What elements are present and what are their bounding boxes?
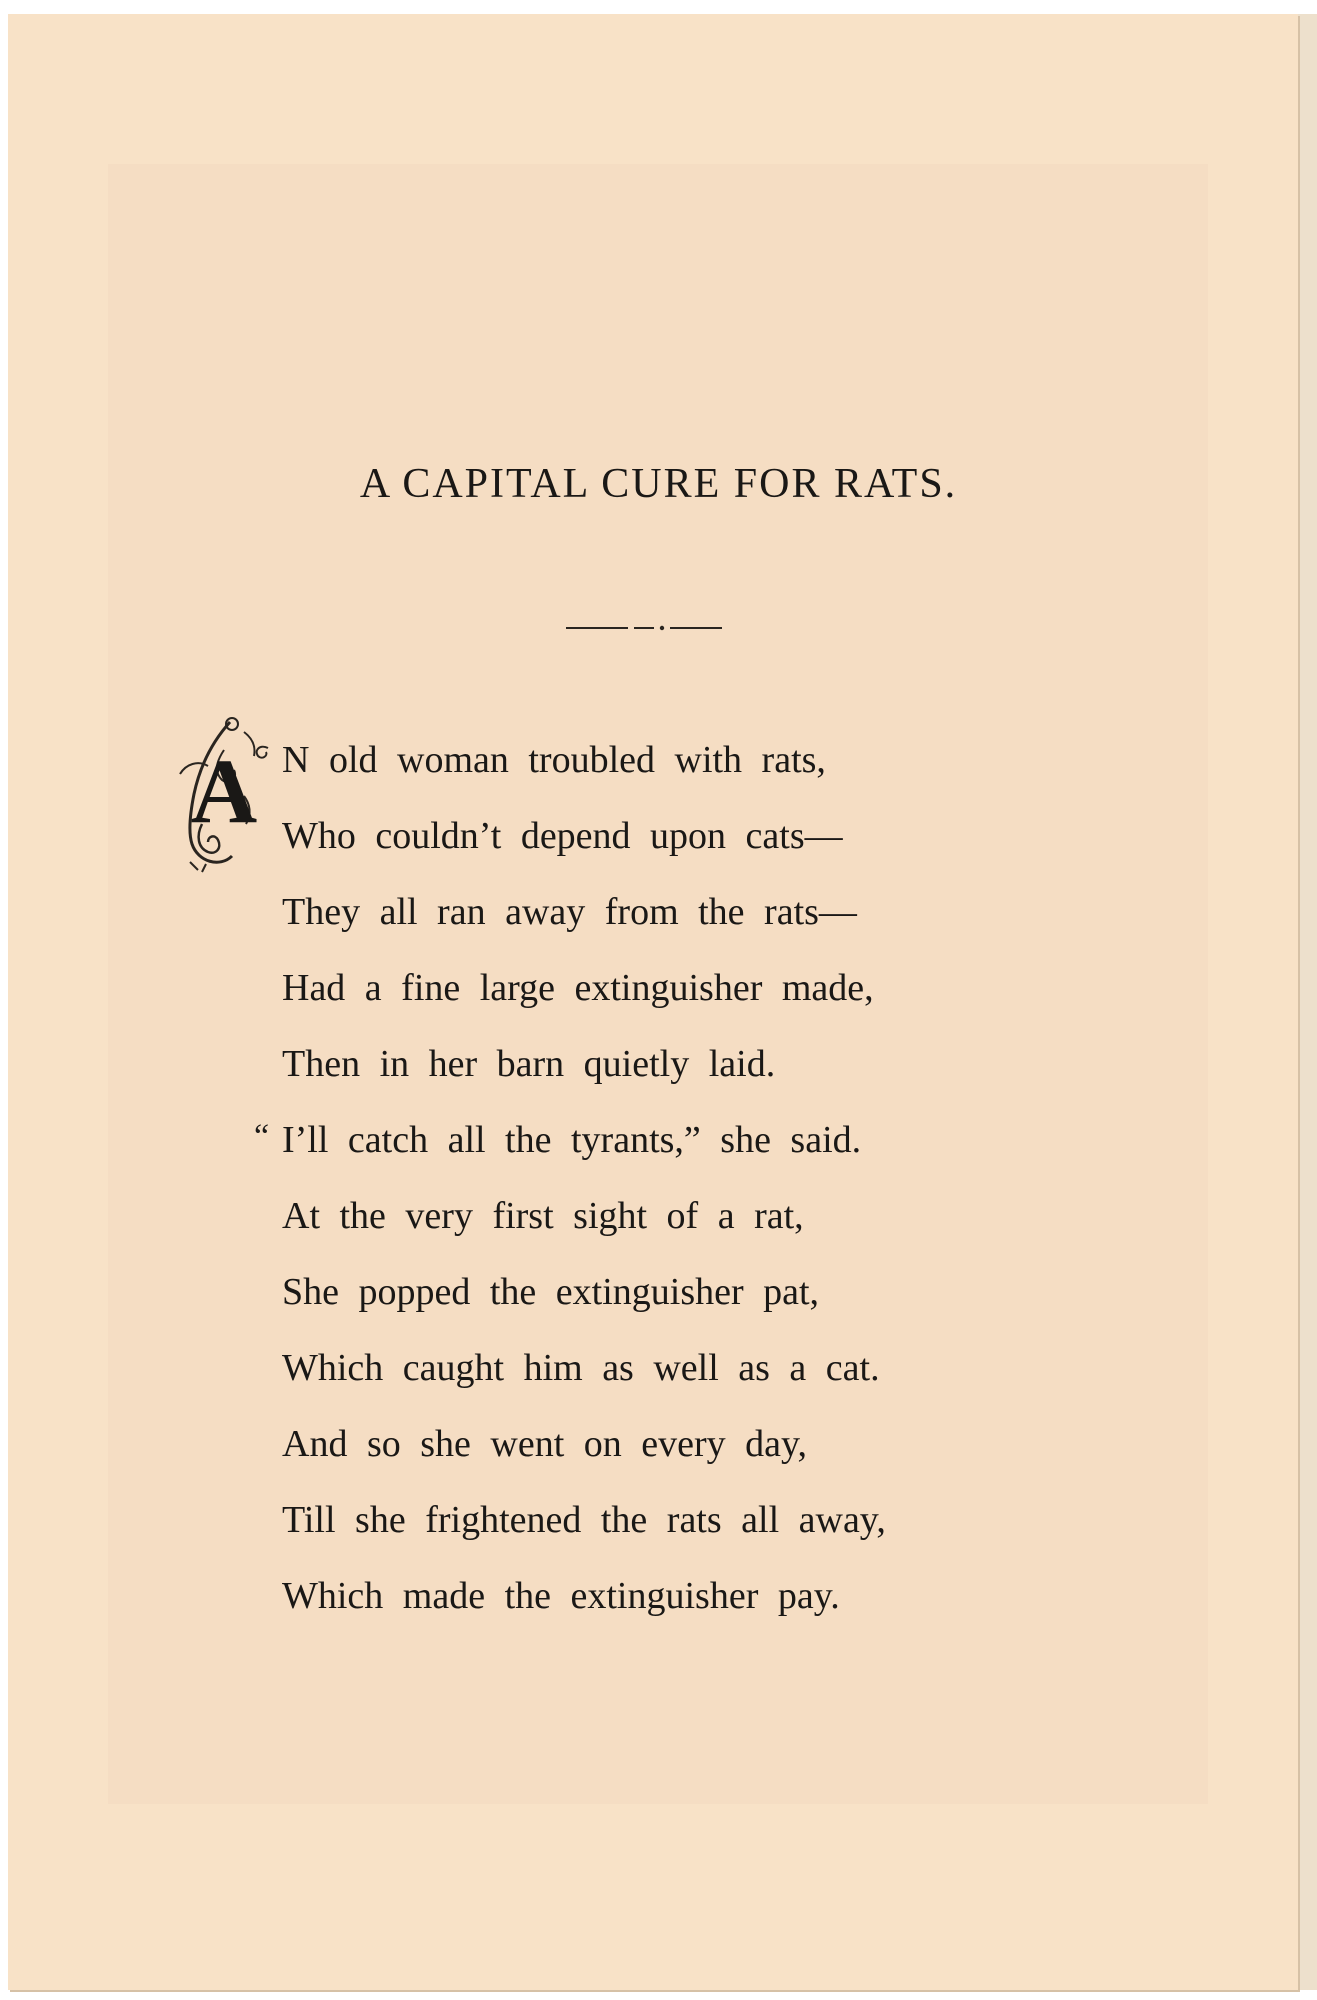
poem-line: Which made the extinguisher pay. [282, 1575, 840, 1617]
poem-line: She popped the extinguisher pat, [282, 1271, 820, 1313]
poem-line: Then in her barn quietly laid. [282, 1043, 776, 1085]
poem-line: I’ll catch all the tyrants,” she said. [282, 1119, 862, 1161]
title-divider [566, 625, 722, 631]
poem-line: Till she frightened the rats all away, [282, 1499, 886, 1541]
drop-cap-letter: A [190, 740, 258, 842]
ornamental-drop-cap [172, 714, 278, 874]
poem-line: And so she went on every day, [282, 1423, 808, 1465]
poem-line: Which caught him as well as a cat. [282, 1347, 880, 1389]
poem-line: N old woman troubled with rats, [282, 739, 826, 781]
poem-title: A CAPITAL CURE FOR RATS. [359, 461, 958, 507]
opening-quote-mark: “ [254, 1118, 270, 1155]
poem-line: They all ran away from the rats— [282, 891, 857, 933]
poem-line: At the very first sight of a rat, [282, 1195, 804, 1237]
poem-line: Who couldn’t depend upon cats— [282, 815, 843, 857]
adjacent-page-edge [1298, 14, 1317, 1990]
poem-line: Had a fine large extinguisher made, [282, 967, 874, 1009]
